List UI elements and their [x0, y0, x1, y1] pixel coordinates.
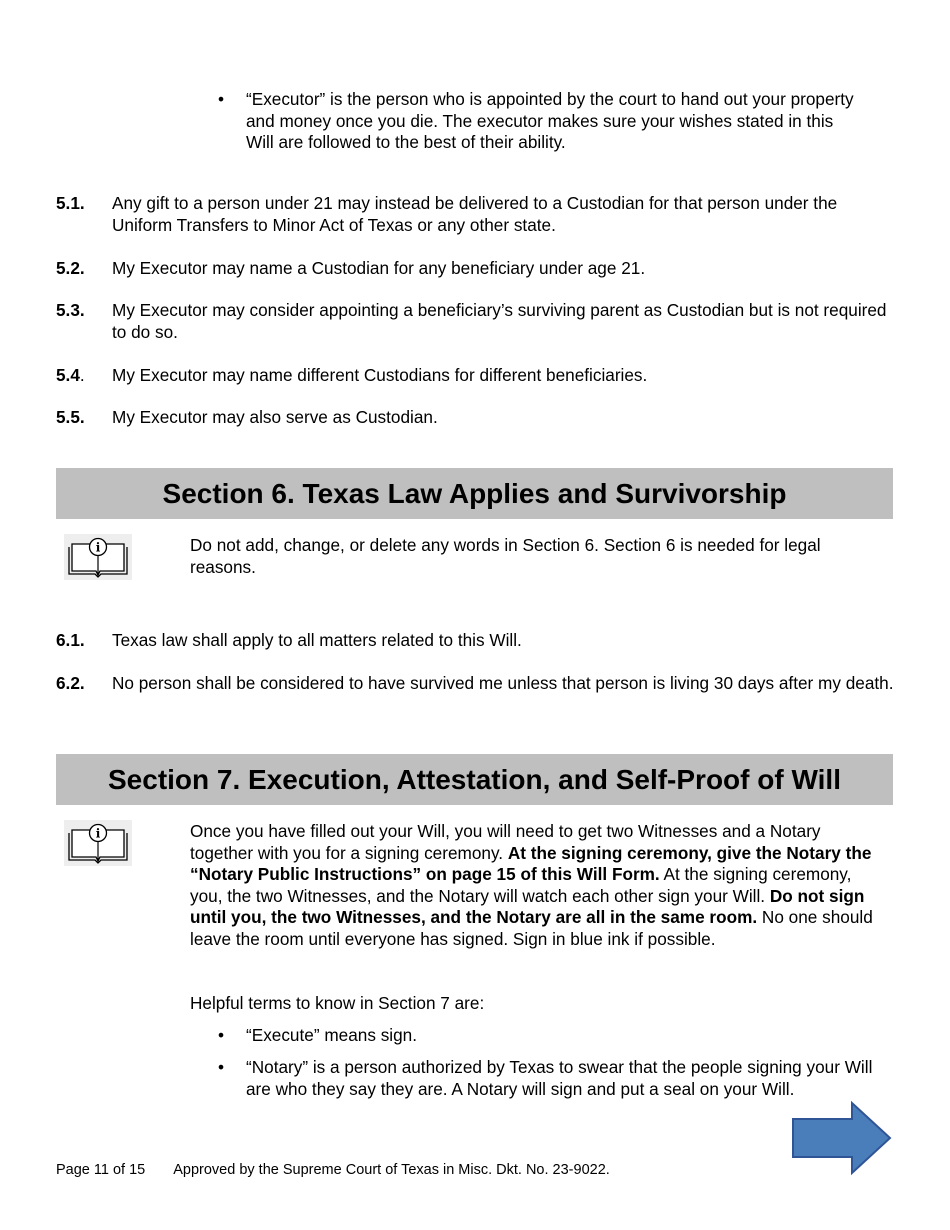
item-text: My Executor may name different Custodians for different beneficiaries.	[112, 365, 648, 385]
item-text: Any gift to a person under 21 may instead be delivered to a Custodian for that person under the Uniform Transfers to Minor Act of Texas or any other state.	[112, 193, 838, 235]
executor-definition	[218, 89, 858, 154]
section-7-heading: Section 7. Execution, Attestation, and Self-Proof of Will	[56, 754, 893, 805]
term-text: “Execute” means sign.	[246, 1025, 417, 1045]
svg-text:i: i	[95, 826, 101, 841]
item-text: My Executor may consider appointing a beneficiary’s surviving parent as Custodian but is not required to do so.	[112, 300, 887, 342]
list-item	[218, 1057, 888, 1100]
info-book-icon	[64, 820, 132, 866]
page-number: Page 11 of 15	[56, 1162, 146, 1178]
item-number: 5.3.	[56, 300, 85, 320]
bullet: •	[218, 1025, 225, 1045]
item-number: 6.2.	[56, 673, 85, 693]
item-text: Texas law shall apply to all matters related to this Will.	[112, 630, 522, 650]
list-item	[218, 1025, 888, 1047]
item-number: 5.2.	[56, 258, 85, 278]
item-text: No person shall be considered to have survived me unless that person is living 30 days after my death.	[112, 673, 894, 693]
term-text: “Notary” is a person authorized by Texas to swear that the people signing your Will are who they say they are. A Notary will sign and put a seal on your Will.	[246, 1057, 873, 1099]
page-footer	[56, 1160, 638, 1180]
item-number: 6.1.	[56, 630, 85, 650]
section-7-note: Once you have filled out your Will, you will need to get two Witnesses and a Notary together with you for a signing ceremony. At the signing ceremony, give the Notary the “Notary Public Instructions” on page 15 of this Will Form. At the signing ceremony, you, the two Witnesses, and the Notary will watch each other sign your Will. Do not sign until you, the two Witnesses, and the Notary are all in the same room. No one should leave the room until everyone has signed. Sign in blue ink if possible.	[190, 821, 873, 949]
info-book-icon	[64, 534, 132, 580]
terms-intro: Helpful terms to know in Section 7 are:	[190, 993, 485, 1013]
svg-text:i: i	[95, 540, 101, 555]
item-text: My Executor may name a Custodian for any beneficiary under age 21.	[112, 258, 646, 278]
bullet-text: “Executor” is the person who is appointed by the court to hand out your property and money once you die. The executor makes sure your wishes stated in this Will are followed to the best of their ability.	[246, 89, 854, 152]
item-number: 5.5.	[56, 407, 85, 427]
section-6-note: Do not add, change, or delete any words in Section 6. Section 6 is needed for legal reasons.	[190, 535, 821, 577]
item-number: 5.1.	[56, 193, 85, 213]
section-6-heading: Section 6. Texas Law Applies and Survivorship	[56, 468, 893, 519]
item-text: My Executor may also serve as Custodian.	[112, 407, 438, 427]
item-number: 5.4.	[56, 365, 85, 385]
bullet: •	[218, 89, 225, 109]
bullet: •	[218, 1057, 225, 1077]
next-page-arrow-icon[interactable]	[790, 1100, 894, 1182]
approval-note: Approved by the Supreme Court of Texas in Misc. Dkt. No. 23-9022.	[173, 1162, 610, 1178]
